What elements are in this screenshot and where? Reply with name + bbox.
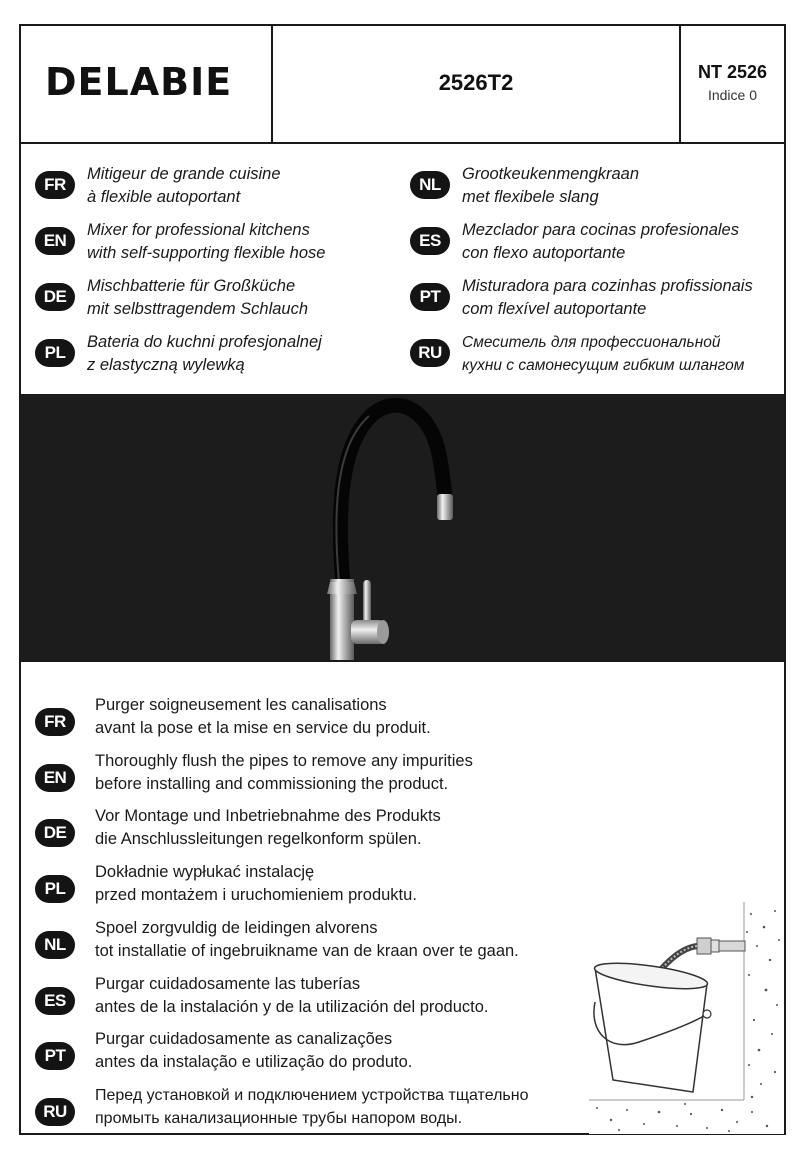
model-cell xyxy=(273,26,681,142)
title-line: con flexo autoportante xyxy=(462,244,626,262)
instruction-line: Thoroughly flush the pipes to remove any impurities xyxy=(95,752,473,770)
lang-badge: DE xyxy=(35,283,75,311)
title-line: Mixer for professional kitchens xyxy=(87,221,310,239)
lang-badge: RU xyxy=(410,339,450,367)
title-line: кухни с самонесущим гибким шлангом xyxy=(462,357,745,374)
faucet-photo-icon xyxy=(21,394,784,660)
logo-cell xyxy=(21,26,273,142)
instruction-line: antes de la instalación y de la utilización del producto. xyxy=(95,998,489,1016)
instruction-line: промыть канализационные трубы напором воды. xyxy=(95,1110,463,1127)
title-line: Mitigeur de grande cuisine xyxy=(87,165,281,183)
title-line: z elastyczną wylewką xyxy=(87,356,245,374)
brand-logo: DELABIE xyxy=(45,60,233,104)
instruction-line: Purger soigneusement les canalisations xyxy=(95,696,387,714)
product-titles xyxy=(21,144,784,394)
instruction-line: antes da instalação e utilização do produto. xyxy=(95,1053,413,1071)
lang-badge: DE xyxy=(35,819,75,847)
instruction-line: die Anschlussleitungen regelkonform spülen. xyxy=(95,830,422,848)
instruction-line: avant la pose et la mise en service du produit. xyxy=(95,719,431,737)
doc-index: Indice 0 xyxy=(707,87,758,103)
lang-badge: FR xyxy=(35,171,75,199)
title-line: with self-supporting flexible hose xyxy=(87,244,326,262)
lang-badge: EN xyxy=(35,764,75,792)
header xyxy=(21,26,784,144)
divider xyxy=(21,660,784,662)
instruction-line: before installing and commissioning the product. xyxy=(95,775,449,793)
lang-badge: RU xyxy=(35,1098,75,1126)
lang-badge: ES xyxy=(410,227,450,255)
lang-badge: PL xyxy=(35,339,75,367)
model-number: 2526T2 xyxy=(438,70,514,95)
doc-cell xyxy=(681,26,784,142)
instruction-line: Dokładnie wypłukać instalację xyxy=(95,863,315,881)
product-photo xyxy=(21,394,784,660)
lang-badge: PL xyxy=(35,875,75,903)
title-line: Смеситель для профессиональной xyxy=(462,334,721,351)
instruction-line: Purgar cuidadosamente las tuberías xyxy=(95,975,361,993)
title-line: à flexible autoportant xyxy=(87,188,241,206)
bucket-flush-icon xyxy=(589,902,784,1134)
title-line: Mezclador para cocinas profesionales xyxy=(462,221,739,239)
title-line: met flexibele slang xyxy=(462,188,599,206)
instruction-line: przed montażem i uruchomieniem produktu. xyxy=(95,886,417,904)
bucket-illustration xyxy=(589,902,784,1134)
instruction-line: Purgar cuidadosamente as canalizações xyxy=(95,1030,393,1048)
instruction-line: Spoel zorgvuldig de leidingen alvorens xyxy=(95,919,378,937)
instruction-line: Перед установкой и подключением устройства тщательно xyxy=(95,1087,529,1104)
lang-badge: EN xyxy=(35,227,75,255)
lang-badge: NL xyxy=(410,171,450,199)
document-frame xyxy=(19,24,786,1135)
lang-badge: PT xyxy=(410,283,450,311)
title-line: mit selbsttragendem Schlauch xyxy=(87,300,309,318)
title-line: Mischbatterie für Großküche xyxy=(87,277,296,295)
lang-badge: FR xyxy=(35,708,75,736)
title-line: com flexível autoportante xyxy=(462,300,647,318)
instruction-line: Vor Montage und Inbetriebnahme des Produkts xyxy=(95,807,441,825)
doc-number: NT 2526 xyxy=(697,62,768,82)
title-line: Bateria do kuchni profesjonalnej xyxy=(87,333,322,351)
title-line: Misturadora para cozinhas profissionais xyxy=(462,277,753,295)
lang-badge: ES xyxy=(35,987,75,1015)
title-line: Grootkeukenmengkraan xyxy=(462,165,640,183)
instruction-line: tot installatie of ingebruikname van de kraan over te gaan. xyxy=(95,942,519,960)
lang-badge: NL xyxy=(35,931,75,959)
lang-badge: PT xyxy=(35,1042,75,1070)
